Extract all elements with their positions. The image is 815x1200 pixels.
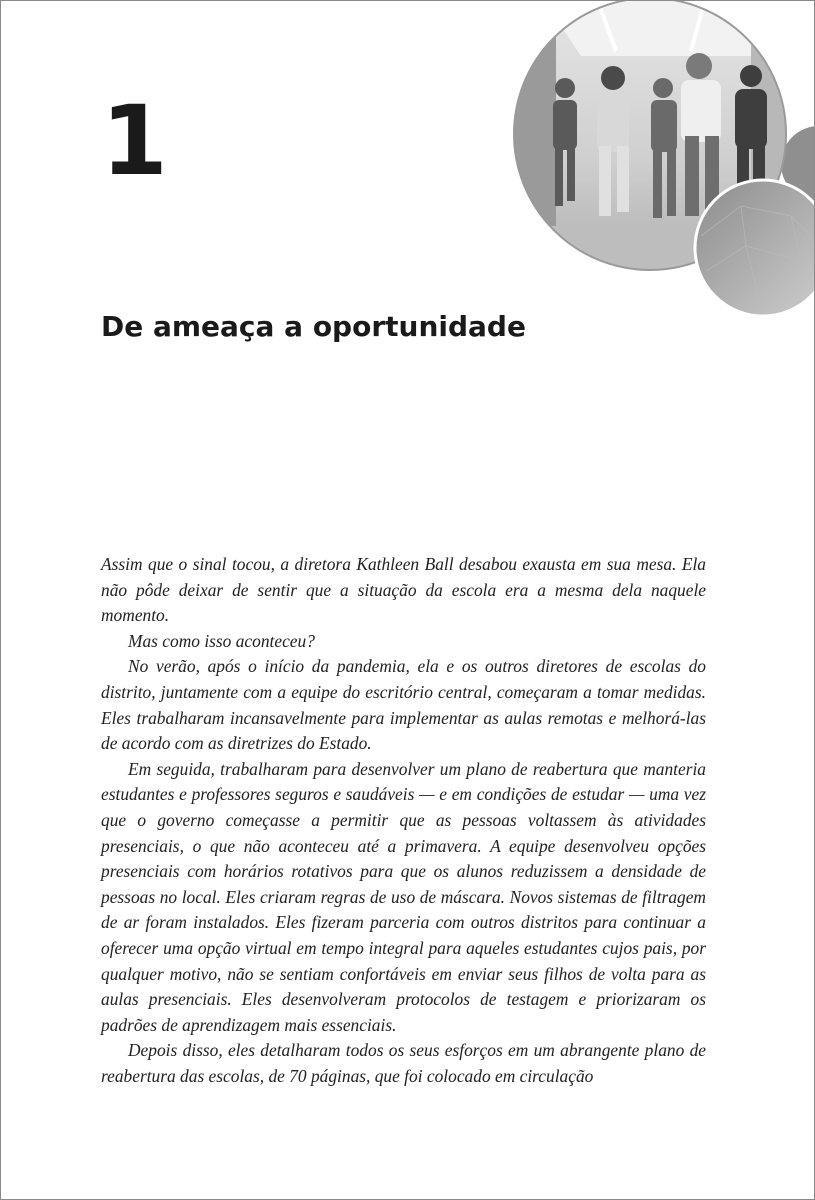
paragraph: Assim que o sinal tocou, a diretora Kathleen Ball desabou exausta em sua mesa. Ela não pôde deixar de sentir que a situação da escola era a mesma dela naquele momento. xyxy=(101,554,706,626)
decor-sphere xyxy=(695,180,815,316)
paragraph: Em seguida, trabalharam para desenvolver um plano de reabertura que manteria estudantes e professores seguros e saudáveis — e em condições de estudar — uma vez que o governo começasse a permitir que as pessoas voltassem às atividades presenciais, o que não aconteceu até a primavera. A equipe desenvolveu opções presenciais com horários rotativos para que os alunos reduzissem a densidade de pessoas no local. Eles criaram regras de uso de máscara. Novos sistemas de filtragem de ar foram instalados. Eles fizeram parceria com outros distritos para continuar a oferecer uma opção virtual em tempo integral para aqueles estudantes cujos pais, por qualquer motivo, não se sentiam confortáveis em enviar seus filhos de volta para as aulas presenciais. Eles desenvolveram protocolos de testagem e priorizaram os padrões de aprendizagem mais essenciais. xyxy=(101,758,706,1035)
chapter-photo xyxy=(501,0,815,326)
chapter-title: De ameaça a oportunidade xyxy=(101,310,526,343)
paragraph: Mas como isso aconteceu? xyxy=(128,630,315,651)
paragraph: No verão, após o início da pandemia, ela e os outros diretores de escolas do distrito, juntamente com a equipe do escritório central, começaram a tomar medidas. Eles trabalharam incansavelmente para implementar as aulas remotas e melhorá-las de acordo com as diretrizes do Estado. xyxy=(101,656,706,754)
chapter-body xyxy=(101,552,706,1089)
chapter-number: 1 xyxy=(101,85,166,197)
paragraph: Depois disso, eles detalharam todos os seus esforços em um abrangente plano de reabertura das escolas, de 70 páginas, que foi colocado em circulação xyxy=(101,1040,706,1086)
photo-illustration xyxy=(501,0,815,326)
